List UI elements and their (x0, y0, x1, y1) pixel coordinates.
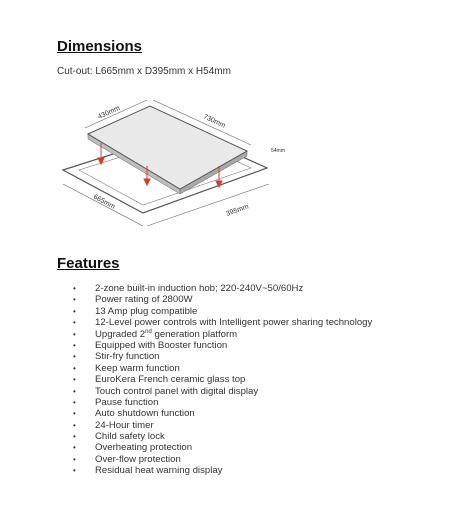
cut-length-label: 665mm (92, 193, 116, 211)
feature-item (70, 386, 372, 397)
feature-text: EuroKera French ceramic glass top (95, 374, 246, 386)
feature-text: Residual heat warning display (95, 465, 223, 477)
hob-dimension-diagram (55, 88, 305, 238)
feature-text-start: Upgraded 2 (95, 328, 146, 340)
feature-text: Touch control panel with digital display (95, 385, 259, 397)
feature-item (70, 306, 372, 317)
feature-item (70, 454, 372, 465)
bullet: • (73, 318, 76, 328)
features-list (70, 283, 372, 477)
dimensions-heading: Dimensions (57, 38, 143, 55)
feature-item (70, 351, 372, 362)
bullet: • (73, 375, 76, 385)
bullet: • (73, 295, 76, 305)
bullet: • (73, 329, 76, 339)
feature-item (70, 397, 372, 408)
bullet: • (73, 409, 76, 419)
feature-text: Equipped with Booster function (95, 339, 228, 351)
bullet: • (73, 363, 76, 373)
feature-text: Child safety lock (95, 431, 165, 443)
bullet: • (73, 454, 76, 464)
width-label: 730mm (202, 113, 227, 130)
feature-item (70, 294, 372, 305)
bullet: • (73, 443, 76, 453)
features-heading: Features (57, 255, 120, 272)
feature-item (70, 363, 372, 374)
bullet: • (73, 284, 76, 293)
bullet: • (73, 397, 76, 407)
feature-text: Over-flow protection (95, 453, 181, 465)
feature-text: Overheating protection (95, 442, 193, 454)
bullet: • (73, 352, 76, 362)
feature-item (70, 329, 372, 340)
feature-item (70, 431, 372, 442)
feature-item (70, 374, 372, 385)
feature-item (70, 442, 372, 453)
bullet: • (73, 340, 76, 350)
feature-text: 24-Hour timer (95, 419, 154, 431)
feature-text: Pause function (95, 396, 159, 408)
feature-item (70, 408, 372, 419)
feature-item (70, 420, 372, 431)
feature-text: Keep warm function (95, 362, 180, 374)
feature-item (70, 317, 372, 328)
feature-text: Power rating of 2800W (95, 294, 193, 306)
bullet: • (73, 432, 76, 442)
height-label: 54mm (271, 148, 285, 154)
feature-item (70, 340, 372, 351)
cut-depth-label: 395mm (225, 203, 250, 218)
feature-superscript: nd (145, 328, 152, 335)
bullet: • (73, 420, 76, 430)
feature-item (70, 465, 372, 476)
feature-item (70, 283, 372, 294)
feature-text: 2-zone built-in induction hob; 220-240V~50/60Hz (95, 283, 304, 294)
depth-label: 430mm (96, 104, 122, 121)
feature-text: 13 Amp plug compatible (95, 305, 198, 317)
feature-text-end: generation platform (151, 328, 238, 340)
cutout-dimensions: Cut-out: L665mm x D395mm x H54mm (57, 66, 231, 77)
bullet: • (73, 306, 76, 316)
bullet: • (73, 466, 76, 476)
feature-text: Auto shutdown function (95, 408, 195, 420)
bullet: • (73, 386, 76, 396)
feature-text: 12-Level power controls with Intelligent power sharing technology (95, 317, 373, 329)
feature-text: Stir-fry function (95, 351, 160, 363)
